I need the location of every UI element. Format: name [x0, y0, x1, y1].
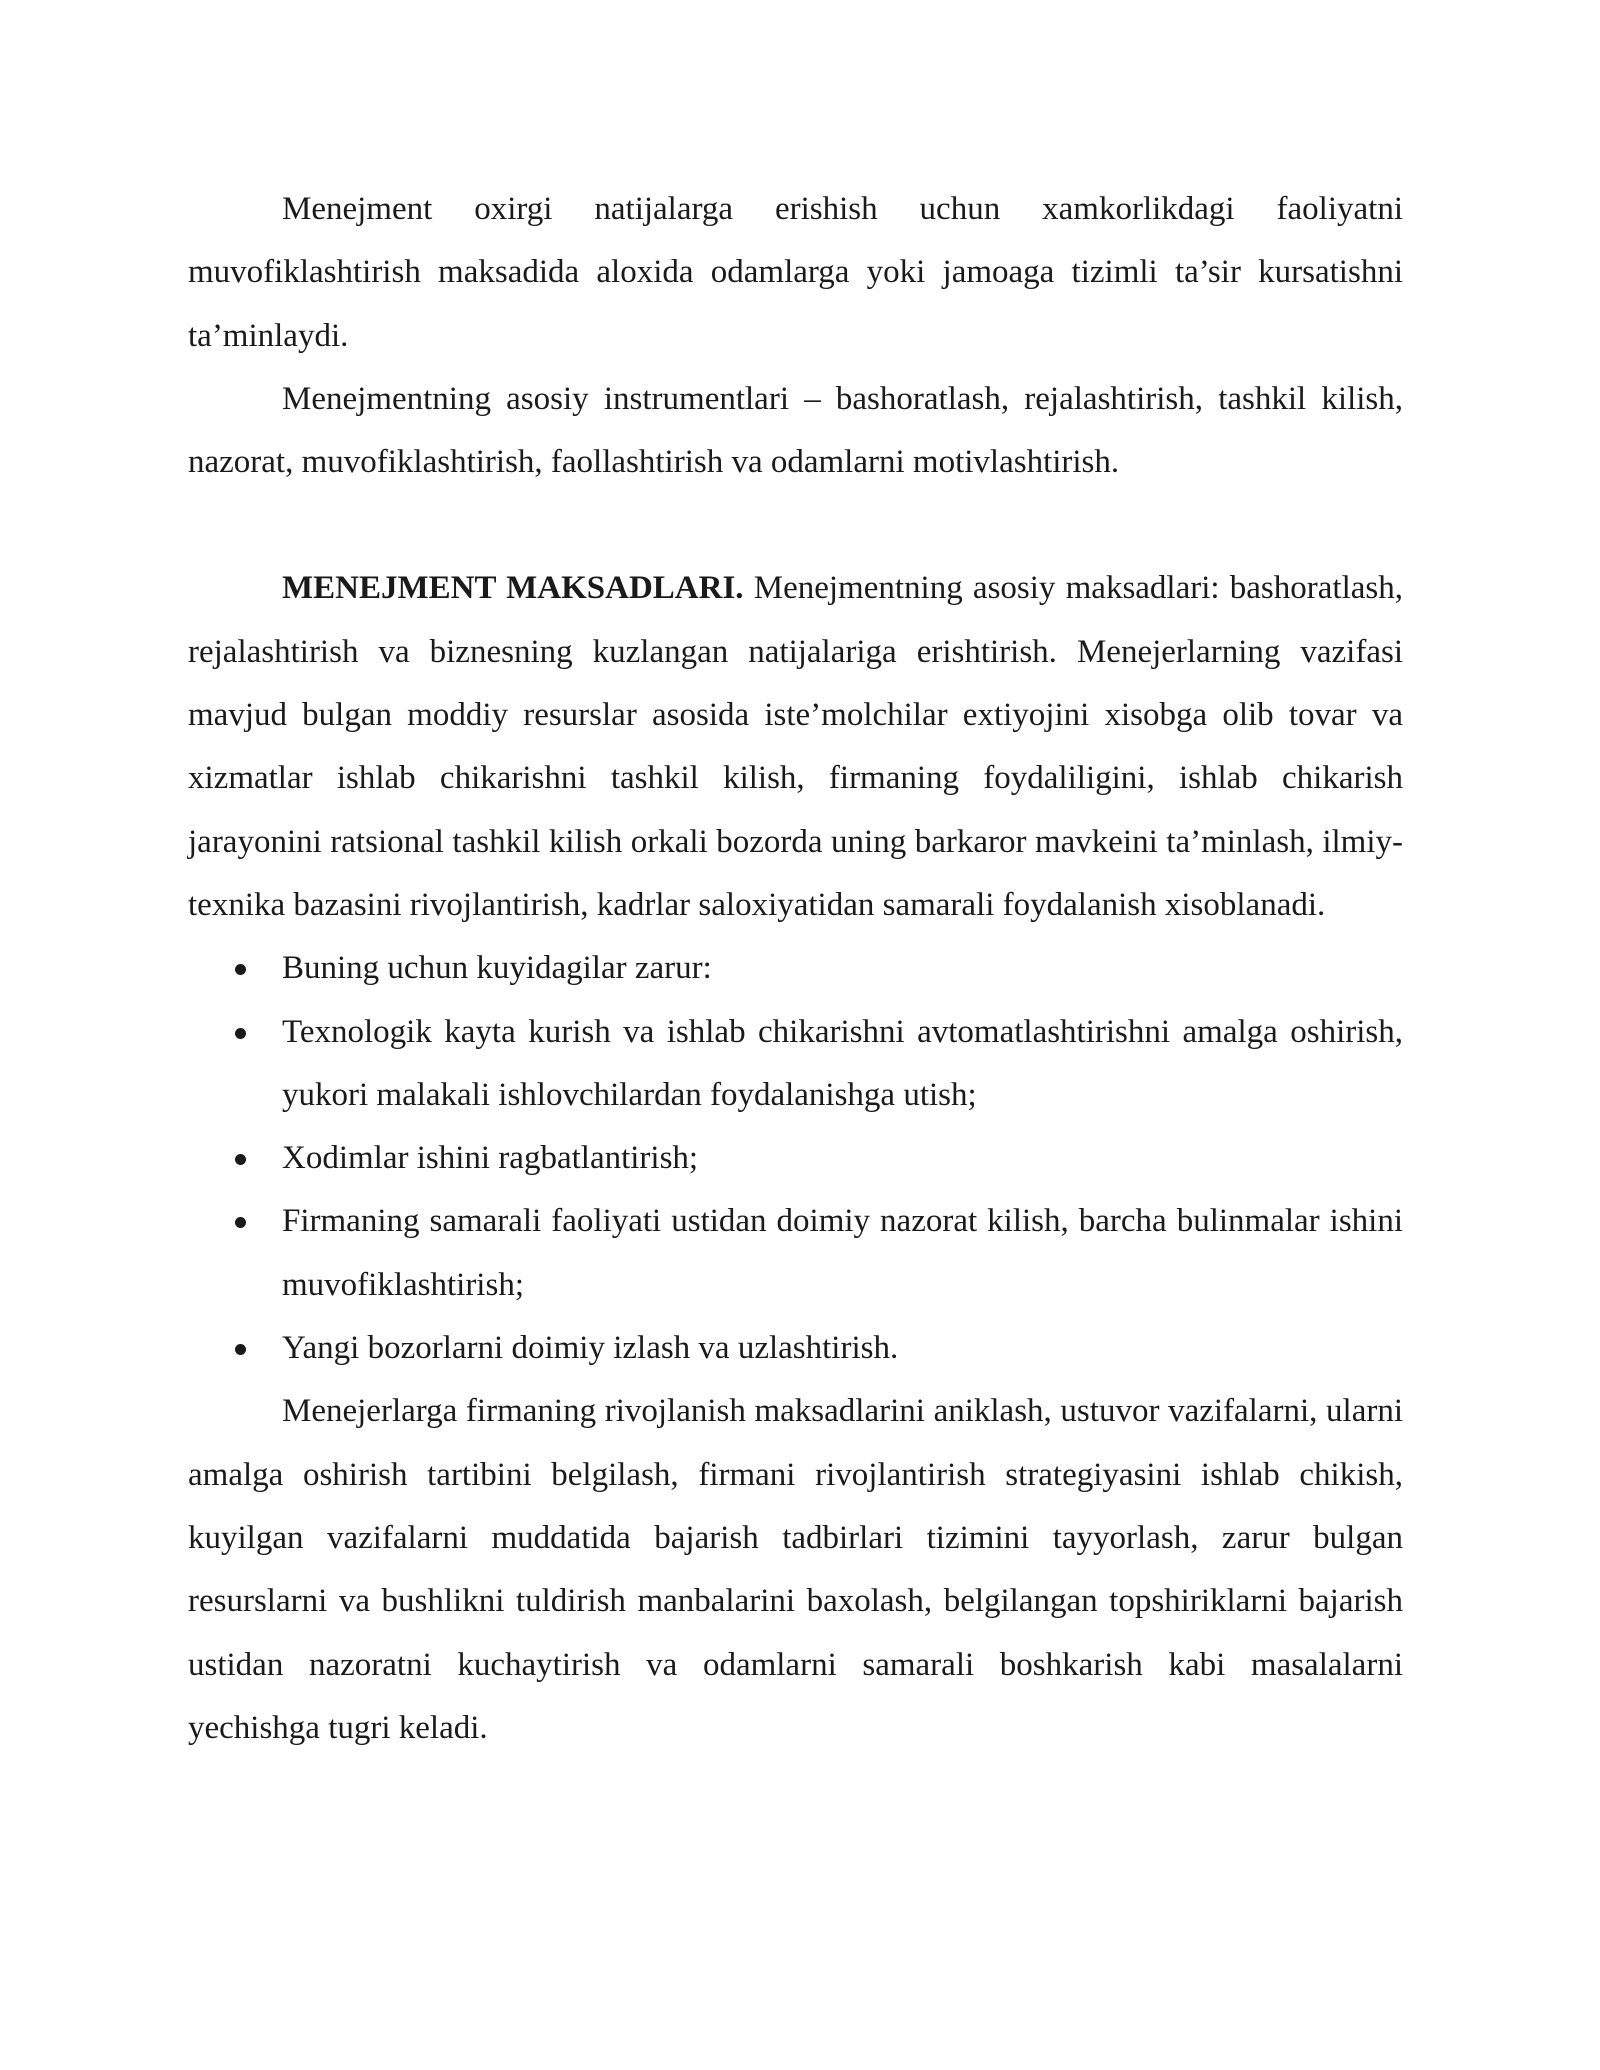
- list-item-text: Texnologik kayta kurish va ishlab chikarishni avtomatlashtirishni amalga oshirish, yukori malakali ishlovchilardan foydalanishga utish;: [282, 1013, 1403, 1113]
- list-item-text: Firmaning samarali faoliyati ustidan doimiy nazorat kilish, barcha bulinmalar ishini muvofiklashtirish;: [282, 1203, 1403, 1303]
- bullet-icon: [235, 1344, 246, 1355]
- paragraph-instruments: Menejmentning asosiy instrumentlari – bashoratlash, rejalashtirish, tashkil kilish, nazorat, muvofiklashtirish, faollashtirish va odamlarni motivlashtirish.: [188, 380, 1403, 481]
- document-body: [188, 178, 1403, 1760]
- paragraph-goals-text: Menejmentning asosiy maksadlari: bashoratlash, rejalashtirish va biznesning kuzlangan natijalariga erishtirish. Menejerlarning vazifasi mavjud bulgan moddiy resurslar asosida iste’molchilar extiyojini xisobga olib tovar va xizmatlar ishlab chikarishni tashkil kilish, firmaning foydaliligini, ishlab chikarish jarayonini ratsional tashkil kilish orkali bozorda uning barkaror mavkeini ta’minlash, ilmiy-texnika bazasini rivojlantirish, kadrlar saloxiyatidan samarali foydalanish xisoblanadi.: [188, 570, 1403, 923]
- list-item-text: Yangi bozorlarni doimiy izlash va uzlashtirish.: [282, 1330, 899, 1367]
- section-heading: MENEJMENT MAKSADLARI.: [282, 570, 744, 607]
- paragraph-intro: Menejment oxirgi natijalarga erishish uchun xamkorlikdagi faoliyatni muvofiklashtirish maksadida aloxida odamlarga yoki jamoaga tizimli ta’sir kursatishni ta’minlaydi.: [188, 191, 1403, 354]
- list-item-text: Xodimlar ishini ragbatlantirish;: [282, 1140, 699, 1177]
- paragraph-goals: [188, 557, 1403, 937]
- bullet-icon: [235, 1028, 246, 1039]
- list-item: [188, 1317, 1403, 1380]
- bullet-icon: [235, 1217, 246, 1228]
- list-item-text: Buning uchun kuyidagilar zarur:: [282, 950, 712, 987]
- bullet-icon: [235, 1154, 246, 1165]
- list-item: [188, 1001, 1403, 1128]
- bullet-list: [188, 937, 1403, 1380]
- list-item: [188, 937, 1403, 1000]
- list-item: [188, 1127, 1403, 1190]
- paragraph-spacer: [188, 494, 1403, 557]
- paragraph-managers: Menejerlarga firmaning rivojlanish maksadlarini aniklash, ustuvor vazifalarni, ularni amalga oshirish tartibini belgilash, firmani rivojlantirish strategiyasini ishlab chikish, kuyilgan vazifalarni muddatida bajarish tadbirlari tizimini tayyorlash, zarur bulgan resurslarni va bushlikni tuldirish manbalarini baxolash, belgilangan topshiriklarni bajarish ustidan nazoratni kuchaytirish va odamlarni samarali boshkarish kabi masalalarni yechishga tugri keladi.: [188, 1393, 1403, 1746]
- list-item: [188, 1190, 1403, 1317]
- bullet-icon: [235, 964, 246, 975]
